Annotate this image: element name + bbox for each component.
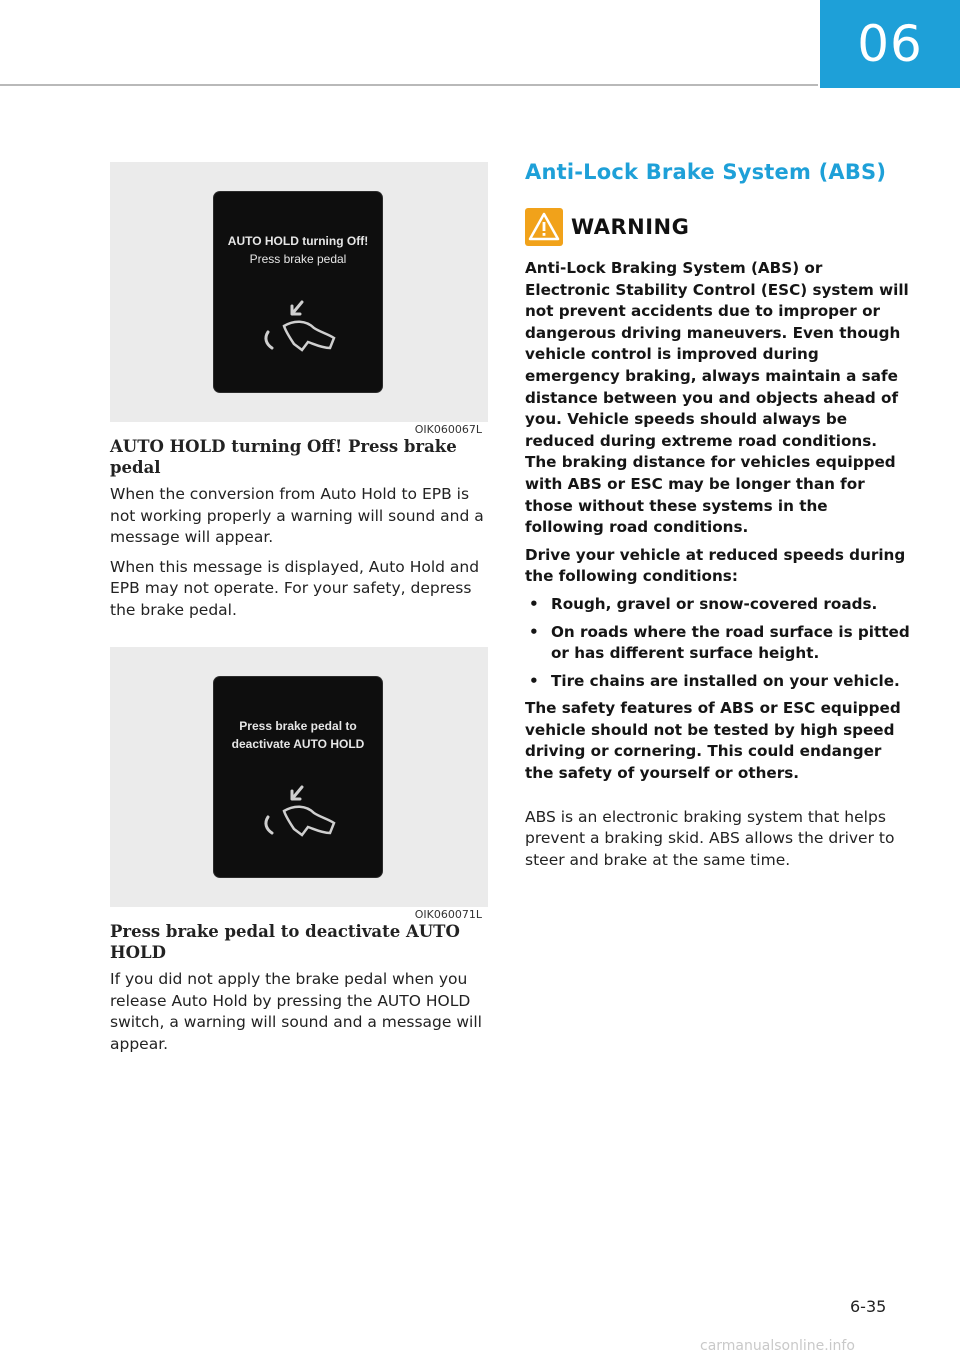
warning-icon xyxy=(525,208,563,246)
figure-background xyxy=(110,162,488,422)
paragraph: When this message is displayed, Auto Hold and EPB may not operate. For your safety, depress the brake pedal. xyxy=(110,557,480,619)
page-number: 6-35 xyxy=(850,1297,887,1316)
display-line-2: deactivate AUTO HOLD xyxy=(231,737,365,751)
caption-title: AUTO HOLD turning Off! Press brake pedal xyxy=(110,437,457,477)
brake-pedal-icon xyxy=(254,777,344,847)
figure-background xyxy=(110,647,488,907)
display-message xyxy=(214,717,382,753)
display-line-1: AUTO HOLD turning Off! xyxy=(227,234,369,248)
paragraph: If you did not apply the brake pedal when you release Auto Hold by pressing the AUTO HOLD switch, a warning will sound and a message will appear. xyxy=(110,970,482,1053)
abs-description: ABS is an electronic braking system that helps prevent a braking skid. ABS allows the driver to steer and brake at the same time. xyxy=(525,807,895,869)
warning-label: WARNING xyxy=(571,215,690,239)
figure-code: OIK060067L xyxy=(414,423,482,436)
figure-code: OIK060071L xyxy=(414,908,482,921)
warning-paragraph: Drive your vehicle at reduced speeds during the following conditions: xyxy=(525,545,906,586)
figure-deactivate-auto-hold xyxy=(110,647,488,921)
paragraph: When the conversion from Auto Hold to EPB is not working properly a warning will sound and a message will appear. xyxy=(110,485,484,546)
list-item: • Rough, gravel or snow-covered roads. xyxy=(529,594,878,613)
section-title: Anti-Lock Brake System (ABS) xyxy=(525,160,887,184)
left-column xyxy=(110,162,488,1063)
chapter-tab: 06 xyxy=(820,0,960,88)
list-item-text: Rough, gravel or snow-covered roads. xyxy=(551,594,878,613)
cluster-display xyxy=(214,677,382,877)
list-item-text: Tire chains are installed on your vehicle. xyxy=(551,671,900,690)
display-line-1: Press brake pedal to xyxy=(239,719,357,733)
display-message xyxy=(214,232,382,268)
cluster-display xyxy=(214,192,382,392)
list-item-text: On roads where the road surface is pitted or has different surface height. xyxy=(551,622,910,663)
list-item: • Tire chains are installed on your vehicle. xyxy=(529,671,900,690)
watermark: carmanualsonline.info xyxy=(700,1338,855,1354)
condition-list xyxy=(525,594,910,692)
header-rule xyxy=(0,84,818,86)
right-column xyxy=(525,160,910,871)
warning-header xyxy=(525,208,910,246)
caption-title: Press brake pedal to deactivate AUTO HOLD xyxy=(110,922,460,962)
figure-auto-hold-off xyxy=(110,162,488,436)
list-item: • On roads where the road surface is pitted or has different surface height. xyxy=(529,622,910,663)
brake-pedal-icon xyxy=(254,292,344,362)
warning-paragraph: The safety features of ABS or ESC equipped vehicle should not be tested by high speed driving or cornering. This could endanger the safety of yourself or others. xyxy=(525,699,901,783)
warning-paragraph: Anti-Lock Braking System (ABS) or Electronic Stability Control (ESC) system will not prevent accidents due to improper or dangerous driving maneuvers. Even though vehicle control is improved during emergency braking, always maintain a safe distance between you and objects ahead of you. Vehicle speeds should always be reduced during extreme road conditions. The braking distance for vehicles equipped with ABS or ESC may be longer than for those without these systems in the following road conditions. xyxy=(525,259,909,537)
display-line-2: Press brake pedal xyxy=(249,252,347,266)
